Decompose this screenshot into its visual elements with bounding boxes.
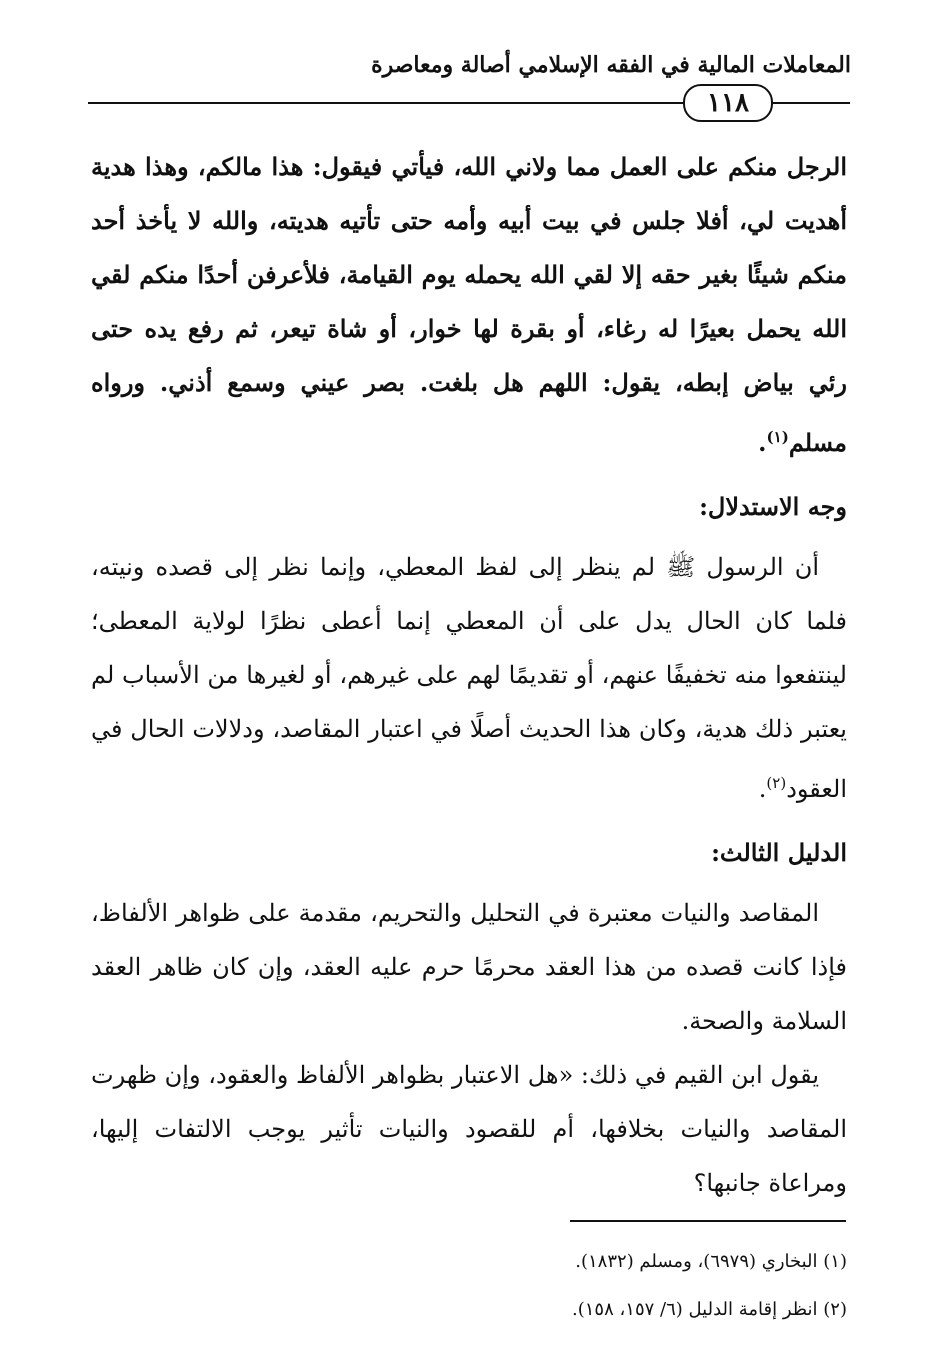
body-text — [91, 140, 847, 1210]
paragraph-inference-text: أن الرسول ﷺ لم ينظر إلى لفظ المعطي، وإنما نظر إلى قصده ونيته، فلما كان الحال يدل على أن المعطي إنما أعطى نظرًا لولاية المعطى؛ لينتفعوا منه تخفيفًا عنهم، أو تقديمًا لهم على غيرهم، أو لغيرها من الأسباب لم يعتبر ذلك هدية، وكان هذا الحديث أصلًا في اعتبار المقاصد، ودلالات الحال في العقود — [91, 553, 847, 803]
paragraph-hadith-text: الرجل منكم على العمل مما ولاني الله، فيأتي فيقول: هذا مالكم، وهذا هدية أهديت لي، أفلا جلس في بيت أبيه وأمه حتى تأتيه هديته، والله لا يأخذ أحد منكم شيئًا بغير حقه إلا لقي الله يحمله يوم القيامة، فلأعرفن أحدًا منكم لقي الله يحمل بعيرًا له رغاء، أو بقرة لها خوار، أو شاة تيعر، ثم رفع يده حتى رئي بياض إبطه، يقول: اللهم هل بلغت. بصر عيني وسمع أذني. ورواه مسلم — [91, 152, 848, 457]
footnote-1: (١) البخاري (٦٩٧٩)، ومسلم (١٨٣٢). — [575, 1251, 847, 1272]
paragraph-intentions: المقاصد والنيات معتبرة في التحليل والتحريم، مقدمة على ظواهر الألفاظ، فإذا كانت قصده من هذا العقد محرمًا حرم عليه العقد، وإن كان ظاهر العقد السلامة والصحة. — [91, 899, 847, 1035]
footnotes — [91, 1238, 847, 1334]
paragraph-inference — [91, 540, 847, 816]
footnote-ref-2: (٢) — [766, 774, 787, 792]
heading-third-evidence: الدليل الثالث: — [711, 838, 847, 867]
footnote-separator — [570, 1220, 846, 1222]
page-number: ١١٨ — [683, 84, 773, 122]
footnote-2: (٢) انظر إقامة الدليل (٦/ ١٥٧، ١٥٨). — [572, 1299, 847, 1320]
paragraph-ibn-qayyim: يقول ابن القيم في ذلك: «هل الاعتبار بظواهر الألفاظ والعقود، وإن ظهرت المقاصد والنيات بخلافها، أم للقصود والنيات تأثير يوجب الالتفات إليها، ومراعاة جانبها؟ — [91, 1061, 847, 1197]
paragraph-hadith — [91, 140, 847, 470]
heading-inference: وجه الاستدلال: — [699, 492, 847, 521]
paragraph-inference-end: . — [758, 775, 767, 803]
running-header: المعاملات المالية في الفقه الإسلامي أصالة ومعاصرة — [371, 52, 851, 78]
footnote-ref-1: (١) — [766, 428, 789, 446]
paragraph-hadith-end: . — [758, 428, 767, 457]
